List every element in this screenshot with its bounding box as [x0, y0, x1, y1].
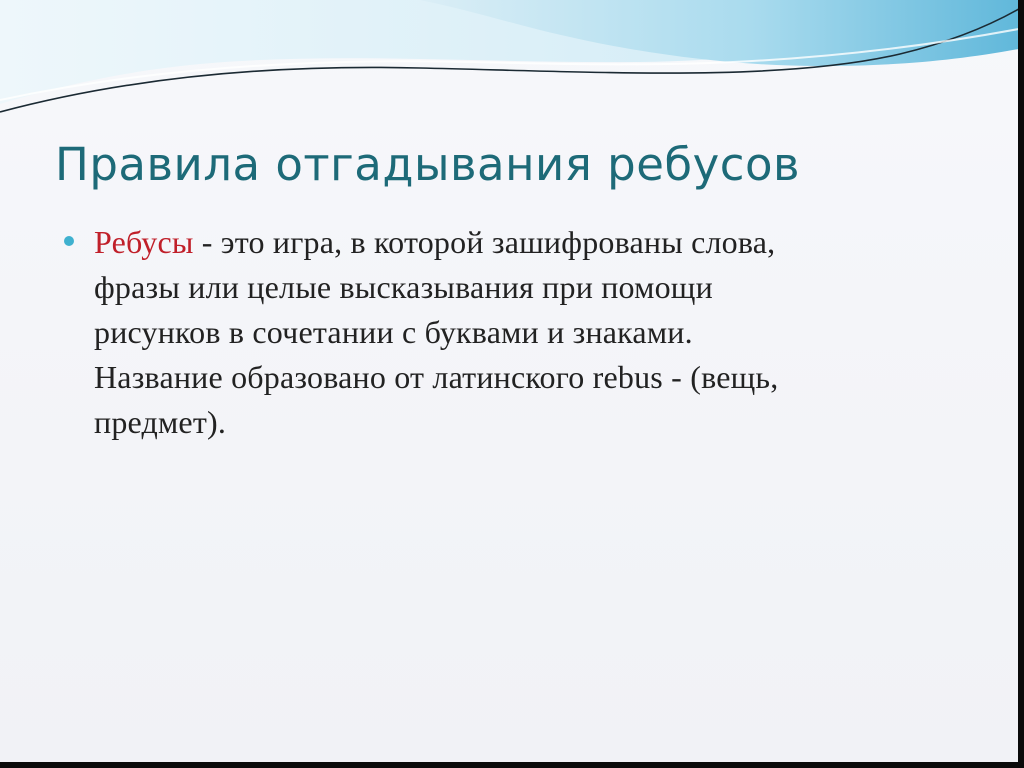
highlighted-term: Ребусы: [94, 224, 194, 260]
bullet-text: [94, 220, 964, 445]
bullet-line-2: фразы или целые высказывания при помощи: [94, 269, 713, 305]
bullet-item: [64, 220, 964, 445]
header-wave-decoration: [0, 0, 1024, 130]
bottom-frame-edge: [0, 762, 1024, 768]
bullet-line-3: рисунков в сочетании с буквами и знаками.: [94, 314, 693, 350]
bullet-line-5: предмет).: [94, 404, 227, 440]
slide-body: [64, 220, 964, 445]
bullet-line-4: Название образовано от латинского rebus - (вещь,: [94, 359, 779, 395]
bullet-dot-icon: [64, 236, 74, 246]
bullet-line-1: - это игра, в которой зашифрованы слова,: [193, 224, 776, 260]
right-frame-edge: [1018, 0, 1024, 768]
slide-title: Правила отгадывания ребусов: [55, 138, 801, 191]
